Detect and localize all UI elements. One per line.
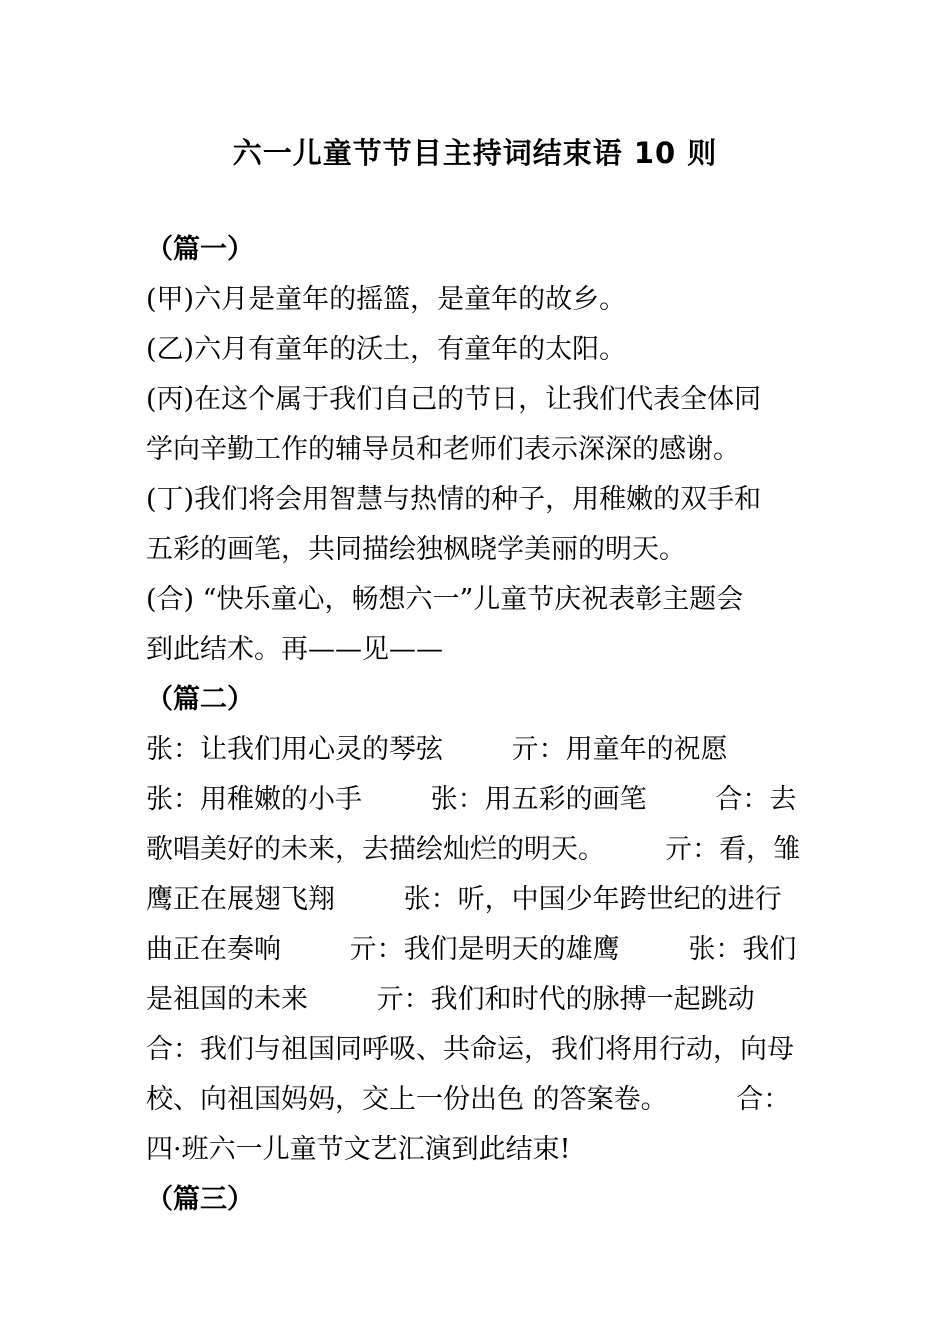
document-title: 六一儿童节节目主持词结束语 10 则 (232, 136, 718, 170)
paragraph-line: 四·班六一儿童节文艺汇演到此结束! (146, 1134, 571, 1165)
paragraph-line: 曲正在奏响 亓：我们是明天的雄鹰 张：我们 (146, 934, 797, 965)
paragraph-line: (甲)六月是童年的摇篮，是童年的故乡。 (146, 284, 627, 315)
paragraph-line: 五彩的画笔，共同描绘独枫晓学美丽的明天。 (146, 534, 686, 565)
section-heading: （篇一） (146, 234, 254, 265)
paragraph-line: 鹰正在展翅飞翔 张：听，中国少年跨世纪的进行 (146, 884, 782, 915)
paragraph-line: 到此结术。再——见—— (146, 634, 443, 665)
paragraph-line: 是祖国的未来 亓：我们和时代的脉搏一起跳动 (146, 984, 755, 1015)
section-heading: （篇二） (146, 684, 254, 715)
document-body (146, 225, 816, 1225)
paragraph-line: (丁)我们将会用智慧与热情的种子，用稚嫩的双手和 (146, 484, 762, 515)
paragraph-line: 校、向祖国妈妈，交上一份出色 的答案卷。 合： (146, 1084, 791, 1115)
paragraph-line: (合) “快乐童心，畅想六一”儿童节庆祝表彰主题会 (146, 584, 744, 615)
paragraph-line: (丙)在这个属于我们自己的节日，让我们代表全体同 (146, 384, 762, 415)
paragraph-line: 张：用稚嫩的小手 张：用五彩的画笔 合：去 (146, 784, 797, 815)
paragraph-line: 张：让我们用心灵的琴弦 亓：用童年的祝愿 (146, 734, 728, 765)
paragraph-line: (乙)六月有童年的沃土，有童年的太阳。 (146, 334, 627, 365)
paragraph-line: 合：我们与祖国同呼吸、共命运，我们将用行动，向母 (146, 1034, 794, 1065)
paragraph-line: 歌唱美好的未来，去描绘灿烂的明天。 亓：看，雏 (146, 834, 801, 865)
section-heading: （篇三） (146, 1184, 254, 1215)
paragraph-line: 学向辛勤工作的辅导员和老师们表示深深的感谢。 (146, 434, 740, 465)
